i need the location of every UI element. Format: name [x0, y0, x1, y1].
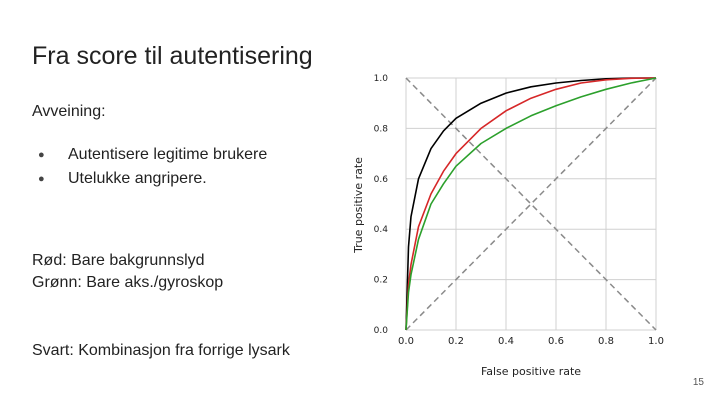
- y-axis-label: True positive rate: [352, 157, 365, 253]
- x-tick-label: 1.0: [648, 336, 664, 347]
- x-tick-label: 0.0: [398, 336, 414, 347]
- bullet-text: Autentisere legitime brukere: [68, 146, 268, 163]
- bullet-list: [32, 143, 267, 191]
- bullet-text: Utelukke angripere.: [68, 170, 207, 187]
- legend-note-red-green: [32, 250, 223, 294]
- page-number: 15: [692, 377, 704, 388]
- roc-chart: [348, 62, 678, 382]
- y-tick-label: 0.6: [373, 174, 388, 185]
- bullet-item: [32, 143, 267, 167]
- y-tick-label: 0.2: [373, 275, 388, 286]
- y-tick-label: 0.0: [373, 326, 388, 336]
- x-tick-label: 0.8: [598, 336, 614, 347]
- y-tick-label: 0.8: [373, 124, 388, 135]
- y-tick-label: 1.0: [373, 74, 388, 84]
- bullet-icon: ●: [38, 173, 45, 185]
- legend-green-text: Grønn: Bare aks./gyroskop: [32, 274, 224, 291]
- x-tick-label: 0.2: [448, 336, 464, 347]
- slide-title: Fra score til autentisering: [32, 42, 313, 70]
- x-axis-label: False positive rate: [480, 365, 582, 378]
- bullet-icon: ●: [38, 149, 45, 161]
- bullet-item: [32, 167, 267, 191]
- legend-red-text: Rød: Bare bakgrunnslyd: [32, 252, 205, 269]
- subtitle: Avveining:: [32, 103, 106, 120]
- legend-note-black: Svart: Kombinasjon fra forrige lysark: [32, 342, 290, 359]
- y-tick-label: 0.4: [373, 225, 388, 236]
- x-tick-label: 0.6: [548, 336, 564, 347]
- x-tick-label: 0.4: [498, 336, 514, 347]
